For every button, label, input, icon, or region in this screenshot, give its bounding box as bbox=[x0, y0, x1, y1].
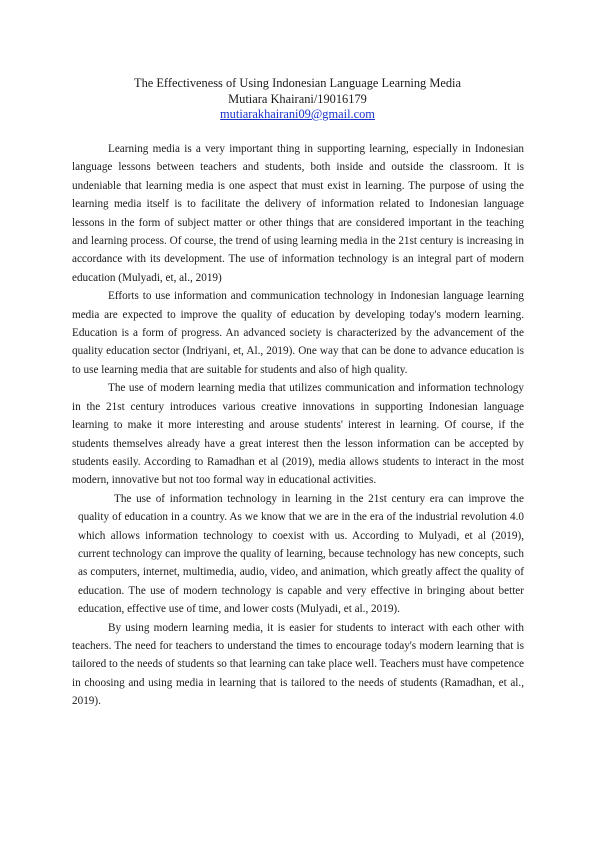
body-paragraph: The use of information technology in learning in the 21st century era can improve the quality of education in a country. As we know that we are in the era of the industrial revolution 4.0 which allows information technology to coexist with us. According to Mulyadi, et al (2019), current technology can improve the quality of learning, because technology has new concepts, such as computers, internet, multimedia, audio, video, and animation, which greatly affect the quality of education. The use of modern technology is capable and very effective in bringing about better education, effective use of time, and lower costs (Mulyadi, et al., 2019). bbox=[78, 492, 524, 616]
body-paragraph: Learning media is a very important thing in supporting learning, especially in Indonesian language lessons between teachers and students, both inside and outside the classroom. It is undeniable that learning media is one aspect that must exist in learning. The purpose of using the learning media itself is to facilitate the delivery of information related to Indonesian language lessons in the form of subject matter or other things that are considered important in the teaching and learning process. Of course, the trend of using learning media in the 21st century is increasing in accordance with its development. The use of information technology is an integral part of modern education (Mulyadi, et, al., 2019) bbox=[72, 143, 524, 284]
document-author: Mutiara Khairani/19016179 bbox=[228, 91, 367, 106]
document-header bbox=[0, 76, 595, 123]
body-paragraph: Efforts to use information and communication technology in Indonesian language learning media are expected to improve the quality of education by developing today's modern learning. Education is a form of progress. An advanced society is characterized by the advancement of the quality education sector (Indriyani, et, Al., 2019). One way that can be done to advance education is to use learning media that are suitable for students and also of high quality. bbox=[72, 290, 524, 376]
document-title: The Effectiveness of Using Indonesian Language Learning Media bbox=[134, 76, 461, 90]
document-body bbox=[72, 140, 524, 711]
body-paragraph: The use of modern learning media that utilizes communication and information technology in the 21st century introduces various creative innovations in supporting Indonesian language learning to make it more interesting and arouse students' interest in learning. Of course, if the students themselves already have a great interest then the lesson information can be accepted by students easily. According to Ramadhan et al (2019), media allows students to interact in the most modern, innovative but not too formal way in educational activities. bbox=[72, 382, 524, 487]
body-paragraph: By using modern learning media, it is easier for students to interact with each other with teachers. The need for teachers to understand the times to encourage today's modern learning that is tailored to the needs of students so that learning can take place well. Teachers must have competence in choosing and using media in learning that is tailored to the needs of students (Ramadhan, et al., 2019). bbox=[72, 621, 524, 708]
author-email-link[interactable]: mutiarakhairani09@gmail.com bbox=[220, 107, 375, 121]
